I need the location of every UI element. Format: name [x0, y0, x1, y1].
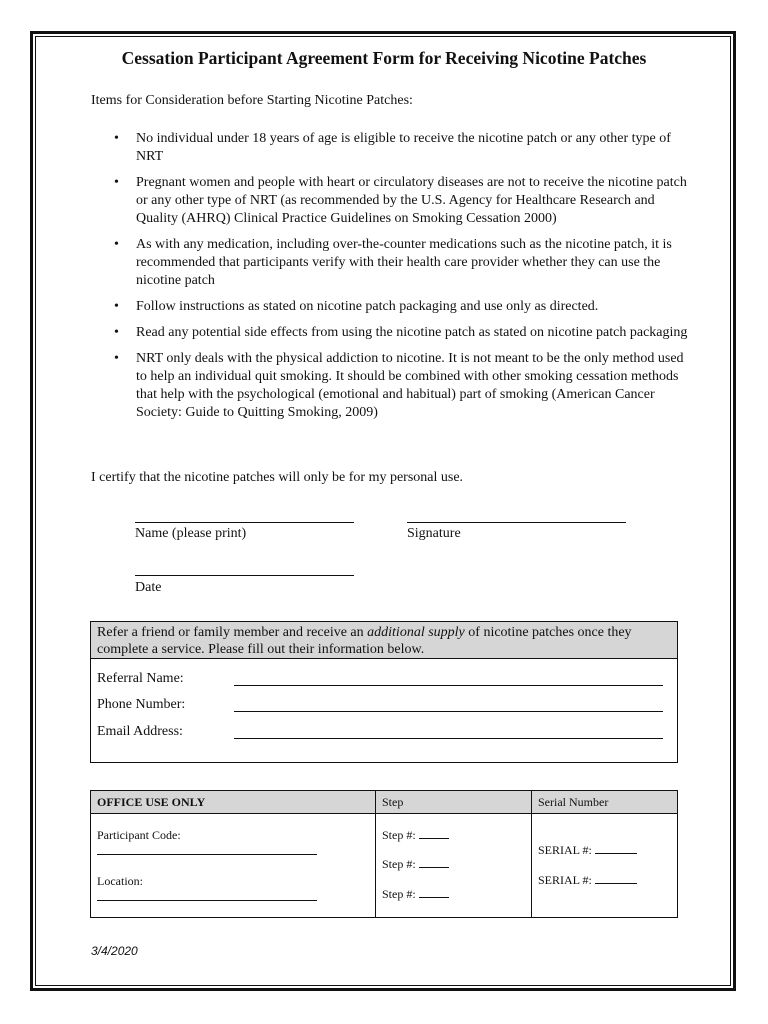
- office-table-body: [91, 814, 678, 918]
- step-entry[interactable]: Step #:: [382, 887, 449, 902]
- participant-cell: [91, 814, 376, 918]
- referral-name-input[interactable]: [234, 685, 663, 686]
- step-column-header: Step: [376, 791, 532, 814]
- office-use-heading: OFFICE USE ONLY: [91, 791, 376, 814]
- office-use-table: [90, 790, 678, 918]
- location-input[interactable]: [97, 900, 317, 901]
- certification-statement: I certify that the nicotine patches will only be for my personal use.: [91, 470, 464, 485]
- list-item: • As with any medication, including over-the-counter medications such as the nicotine patch, it is recommended that participants verify with their health care provider whether they can use the nicotine patch: [114, 237, 672, 288]
- list-item: • Pregnant women and people with heart or circulatory diseases are not to receive the nicotine patch or any other type of NRT (as recommended by the U.S. Agency for Healthcare Research and Quality (AHRQ) Clinical Practice Guidelines on Smoking Cessation 2000): [114, 175, 687, 226]
- list-item: • NRT only deals with the physical addiction to nicotine. It is not meant to be the only method used to help an individual quit smoking. It should be combined with other smoking cessation methods that help with the psychological (emotional and habitual) part of smoking (American Cancer Society: Guide to Quitting Smoking, 2009): [114, 351, 684, 420]
- phone-number-input[interactable]: [234, 711, 663, 712]
- signature-input-line[interactable]: [407, 522, 626, 523]
- list-item: • Follow instructions as stated on nicotine patch packaging and use only as directed.: [114, 299, 599, 314]
- bullet-icon: •: [114, 175, 119, 190]
- name-label: Name (please print): [135, 526, 247, 541]
- considerations-heading: Items for Consideration before Starting Nicotine Patches:: [91, 93, 413, 108]
- referral-box: [90, 621, 678, 763]
- referral-name-label: Referral Name:: [97, 671, 184, 686]
- date-label: Date: [135, 580, 162, 595]
- bullet-icon: •: [114, 237, 119, 252]
- date-input-line[interactable]: [135, 575, 354, 576]
- footer-date: 3/4/2020: [91, 944, 138, 958]
- participant-code-label: Participant Code:: [97, 828, 181, 842]
- office-table-header: [91, 791, 678, 814]
- step-cell: [376, 814, 532, 918]
- bullet-icon: •: [114, 131, 119, 146]
- bullet-icon: •: [114, 299, 119, 314]
- bullet-icon: •: [114, 351, 119, 366]
- email-address-label: Email Address:: [97, 724, 183, 739]
- list-item: • No individual under 18 years of age is eligible to receive the nicotine patch or any other type of NRT: [114, 131, 671, 164]
- step-entry[interactable]: Step #:: [382, 828, 449, 843]
- list-item: • Read any potential side effects from using the nicotine patch as stated on nicotine patch packaging: [114, 325, 688, 340]
- referral-intro: Refer a friend or family member and receive an additional supply of nicotine patches once they complete a service. Please fill out their information below.: [91, 622, 677, 659]
- step-entry[interactable]: Step #:: [382, 857, 449, 872]
- signature-label: Signature: [407, 526, 461, 541]
- bullet-icon: •: [114, 325, 119, 340]
- participant-code-input[interactable]: [97, 854, 317, 855]
- serial-entry[interactable]: SERIAL #:: [538, 873, 637, 888]
- name-input-line[interactable]: [135, 522, 354, 523]
- considerations-list: [90, 130, 690, 430]
- location-label: Location:: [97, 874, 143, 888]
- phone-number-label: Phone Number:: [97, 697, 186, 712]
- email-address-input[interactable]: [234, 738, 663, 739]
- serial-column-header: Serial Number: [532, 791, 678, 814]
- serial-entry[interactable]: SERIAL #:: [538, 843, 637, 858]
- form-title: Cessation Participant Agreement Form for Receiving Nicotine Patches: [121, 48, 647, 68]
- serial-cell: [532, 814, 678, 918]
